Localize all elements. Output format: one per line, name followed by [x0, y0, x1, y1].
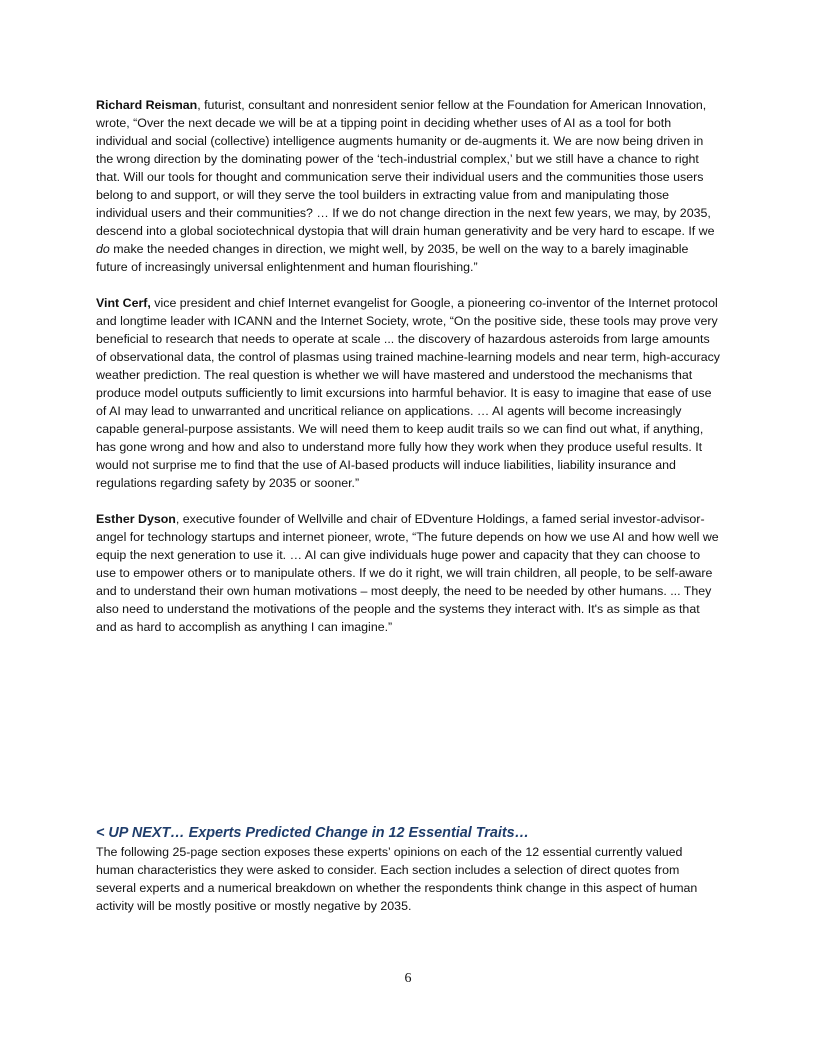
up-next-section [96, 823, 722, 915]
page-number: 6 [404, 971, 412, 986]
up-next-description: The following 25-page section exposes these experts’ opinions on each of the 12 essential currently valued human characteristics they were asked to consider. Each section includes a selection of direct quotes from several experts and a numerical breakdown on whether the respondents think change in this aspect of human activity will be mostly positive or mostly negative by 2035. [96, 845, 698, 913]
quote-text-continued: make the needed changes in direction, we might well, by 2035, be well on the way to a barely imaginable future of increasingly universal enlightenment and human flourishing.” [96, 242, 689, 274]
quote-text: vice president and chief Internet evangelist for Google, a pioneering co-inventor of the Internet protocol and longtime leader with ICANN and the Internet Society, wrote, “On the positive side, these tools may prove very beneficial to research that needs to operate at scale ... the discovery of hazardous asteroids from large amounts of observational data, the control of plasmas using trained machine-learning models and near term, high-accuracy weather prediction. The real question is whether we will have mastered and understood the mechanisms that produce model outputs sufficiently to limit excursions into harmful behavior. It is easy to imagine that ease of use of AI may lead to unwarranted and uncritical reliance on applications. … AI agents will become increasingly capable general-purpose assistants. We will need them to keep audit trails so we can find out what, if anything, has gone wrong and how and also to understand more fully how they work when they produce useful results. It would not surprise me to find that the use of AI-based products will induce liabilities, liability insurance and regulations regarding safety by 2035 or sooner.” [96, 296, 721, 490]
quote-vint-cerf [96, 294, 722, 492]
quote-richard-reisman [96, 96, 722, 276]
up-next-heading[interactable]: < UP NEXT… Experts Predicted Change in 12 Essential Traits… [96, 825, 530, 841]
expert-name: Esther Dyson [96, 512, 176, 526]
quote-text: , executive founder of Wellville and chair of EDventure Holdings, a famed serial investor-advisor-angel for technology startups and internet pioneer, wrote, “The future depends on how we use AI and how well we equip the next generation to use it. … AI can give individuals huge power and capacity that they can choose to use to empower others or to manipulate others. If we do it right, we will train children, all people, to be self-aware and to understand their own human motivations – most deeply, the need to be needed by other humans. ... They also need to understand the motivations of the people and the systems they interact with. It's as simple as that and as hard to accomplish as anything I can imagine.” [96, 512, 719, 634]
quote-text: , futurist, consultant and nonresident senior fellow at the Foundation for American Innovation, wrote, “Over the next decade we will be at a tipping point in deciding whether uses of AI as a tool for both individual and social (collective) intelligence augments humanity or de-augments it. We are now being driven in the wrong direction by the dominating power of the ‘tech-industrial complex,’ but we still have a chance to right that. Will our tools for thought and communication serve their individual users and the communities those users belong to and support, or will they serve the tool builders in extracting value from and manipulating those individual users and their communities? … If we do not change direction in the next few years, we may, by 2035, descend into a global sociotechnical dystopia that will drain human generativity and be very hard to escape. If we [96, 98, 715, 238]
quote-emphasis: do [96, 242, 110, 256]
quote-esther-dyson [96, 510, 722, 636]
expert-name: Richard Reisman [96, 98, 198, 112]
quotes-section [96, 96, 722, 654]
expert-name: Vint Cerf, [96, 296, 151, 310]
